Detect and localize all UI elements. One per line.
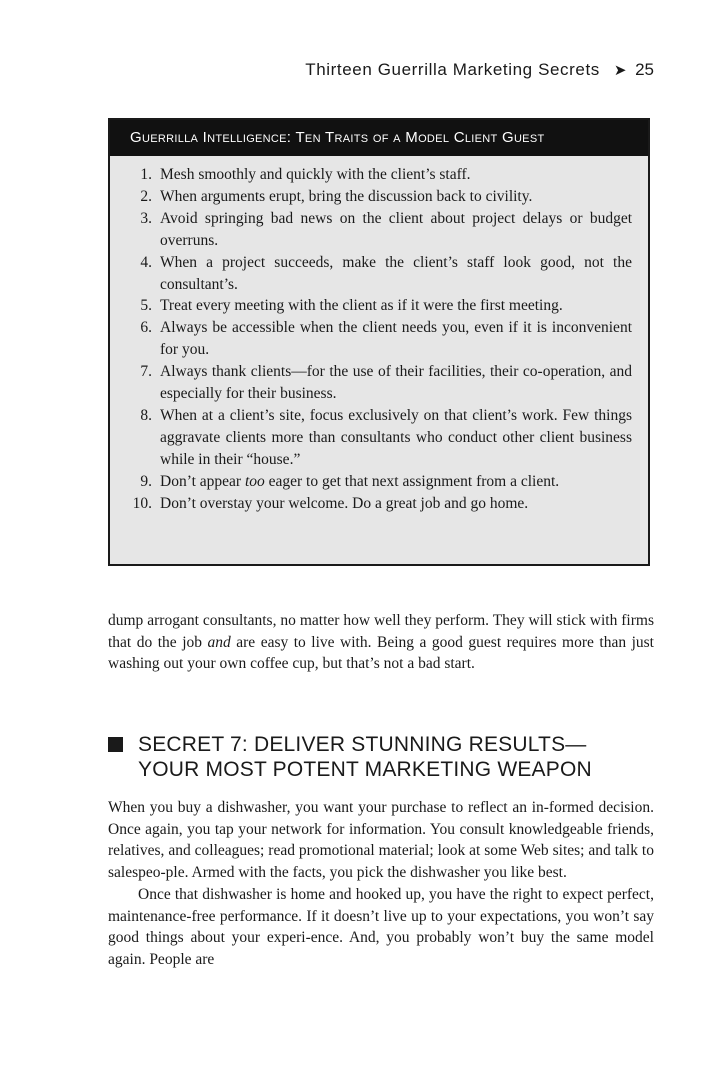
item-text: When arguments erupt, bring the discussion back to civility. [160,187,533,205]
list-item [110,186,632,208]
item-text: Always thank clients—for the use of their facilities, their co-operation, and especially for their business. [160,363,632,403]
item-text: Always be accessible when the client needs you, even if it is inconvenient for you. [160,319,632,359]
item-text [160,471,632,493]
running-head-title: Thirteen Guerrilla Marketing Secrets [305,60,600,79]
traits-list [110,156,648,515]
page-number: 25 [635,60,654,79]
section-heading-line-2: YOUR MOST POTENT MARKETING WEAPON [138,758,592,781]
item-text: Treat every meeting with the client as if it were the first meeting. [160,297,563,315]
item-number: 1. [140,166,152,183]
item-text: Mesh smoothly and quickly with the client’s staff. [160,166,471,183]
item-number: 10. [132,494,152,512]
list-item [110,317,632,361]
item-text: Don’t overstay your welcome. Do a great job and go home. [160,494,529,512]
para1-text-b: are easy to live with. Being a good guest requires more than just washing out your own coffee cup, but that’s not a bad start. [108,633,654,673]
body-paragraph-2 [108,797,654,971]
item-number: 5. [140,297,152,315]
para1-emphasis: and [207,633,231,651]
para2-second: Once that dishwasher is home and hooked up, you have the right to expect perfect, maintenance-free performance. If it doesn’t live up to your expectations, you won’t say good things about your experi-ence. And, you probably won’t buy the same model again. People are [108,885,654,968]
list-item [110,295,632,317]
list-item [110,252,632,296]
list-item [110,405,632,471]
section-heading [108,732,654,782]
item-text-post: eager to get that next assignment from a client. [264,472,560,490]
item-number: 7. [140,363,152,381]
item-text-pre: Don’t appear [160,472,245,490]
list-item [110,471,632,493]
item-text: When at a client’s site, focus exclusively on that client’s work. Few things aggravate clients more than consultants who conduct other client business while in their “house.” [160,406,632,468]
list-item [110,208,632,252]
item-number: 2. [140,187,152,205]
item-number: 9. [140,472,152,490]
item-text: When a project succeeds, make the client’s staff look good, not the consultant’s. [160,253,632,293]
para2-first: When you buy a dishwasher, you want your purchase to reflect an in-formed decision. Once again, you tap your network for information. You consult knowledgeable friends, relatives, and colleagues; read promotional material; look at some Web sites; and talk to salespeo-ple. Armed with the facts, you pick the dishwasher you like best. [108,799,654,882]
running-head [108,60,654,80]
item-number: 8. [140,406,152,424]
item-text: Avoid springing bad news on the client about project delays or budget overruns. [160,209,632,249]
item-number: 3. [140,209,152,227]
list-item [110,164,632,186]
list-item [110,493,632,515]
sidebar-box [108,118,650,566]
section-heading-line-1: SECRET 7: DELIVER STUNNING RESULTS— [138,733,587,756]
body-paragraph-1 [108,610,654,675]
arrow-icon: ➤ [613,62,628,79]
sidebar-title: Guerrilla Intelligence: Ten Traits of a Model Client Guest [110,120,648,156]
item-text-emphasis: too [244,472,265,490]
item-number: 4. [140,253,152,271]
para1-text-a: dump arrogant consultants, no matter how well they perform. They will stick with firms that do the job [108,612,654,651]
item-number: 6. [140,319,152,337]
list-item [110,361,632,405]
square-bullet-icon [108,737,123,752]
